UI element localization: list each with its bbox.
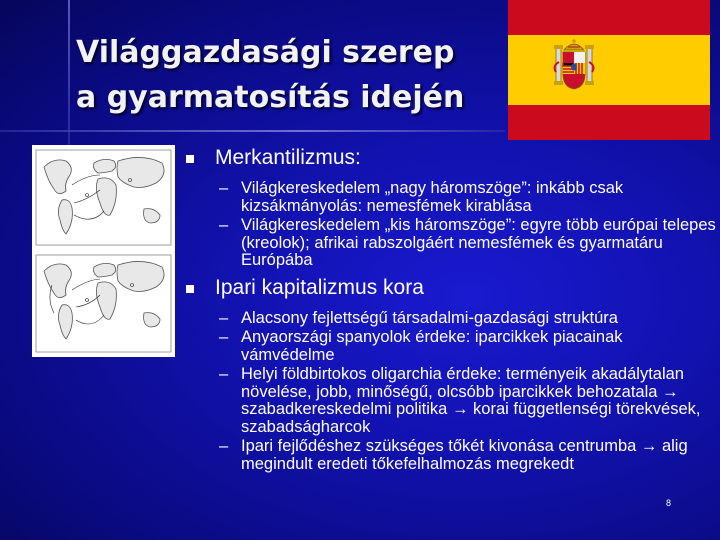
sub-bullet-text: Helyi földbirtokos oligarchia érdeke: terményeik akadálytalan növelése, jobb, minőségű, olcsóbb iparcikkek behozatala → szabadkereskedelmi politika → korai függetlenségi törekvések, szabadságharcok <box>241 365 701 436</box>
spanish-coat-of-arms-icon <box>554 39 594 89</box>
title-line-2: a gyarmatosítás idején <box>76 80 465 115</box>
flag-stripe-top <box>508 0 710 35</box>
sub-bullet <box>183 217 718 270</box>
decorative-vertical-line <box>68 0 70 150</box>
sub-bullet <box>183 329 718 364</box>
sub-bullet-text: Anyaországi spanyolok érdeke: iparcikkek piacainak vámvédelme <box>241 328 623 364</box>
square-bullet-icon <box>186 155 194 163</box>
dash-icon: – <box>219 365 229 383</box>
dash-icon: – <box>219 308 229 327</box>
sub-bullet-text: Világkereskedelem „nagy háromszöge”: inkább csak kizsákmányolás: nemesfémek kirablása <box>241 179 624 215</box>
slide-content <box>183 146 718 473</box>
dash-icon: – <box>219 437 229 455</box>
page-number: 8 <box>666 498 672 508</box>
trade-map-bottom <box>36 255 171 352</box>
dash-icon: – <box>219 328 229 346</box>
flag-stripe-middle <box>508 35 710 105</box>
bullet-text: Ipari kapitalizmus kora <box>215 275 424 299</box>
sub-bullet <box>183 366 718 436</box>
decorative-horizontal-line <box>0 130 505 132</box>
sub-bullet-text: Alacsony fejlettségű társadalmi-gazdasági struktúra <box>241 308 618 327</box>
title-line-1: Világgazdasági szerep <box>76 35 455 70</box>
sub-bullet-text: Ipari fejlődéshez szükséges tőkét kivonása centrumba → alig megindult eredeti tőkefelhalmozás megrekedt <box>241 437 688 473</box>
sub-bullet <box>183 310 718 328</box>
bullet-text: Merkantilizmus: <box>215 146 361 169</box>
bullet-ipari-kapitalizmus <box>183 276 718 300</box>
bullet-merkantilizmus <box>183 146 718 170</box>
colonial-trade-routes-maps <box>32 145 175 357</box>
trade-map-top <box>36 150 171 245</box>
square-bullet-icon <box>186 285 194 293</box>
dash-icon: – <box>219 216 229 234</box>
spanish-flag <box>508 0 710 140</box>
slide-title <box>76 30 506 120</box>
sub-bullet <box>183 438 718 473</box>
dash-icon: – <box>219 179 229 197</box>
flag-stripe-bottom <box>508 105 710 140</box>
sub-bullet-text: Világkereskedelem „kis háromszöge”: egyre több európai telepes (kreolok); afrikai rabszolgáért nemesfémek és gyarmatáru Európába <box>241 216 716 269</box>
sub-bullet <box>183 180 718 215</box>
